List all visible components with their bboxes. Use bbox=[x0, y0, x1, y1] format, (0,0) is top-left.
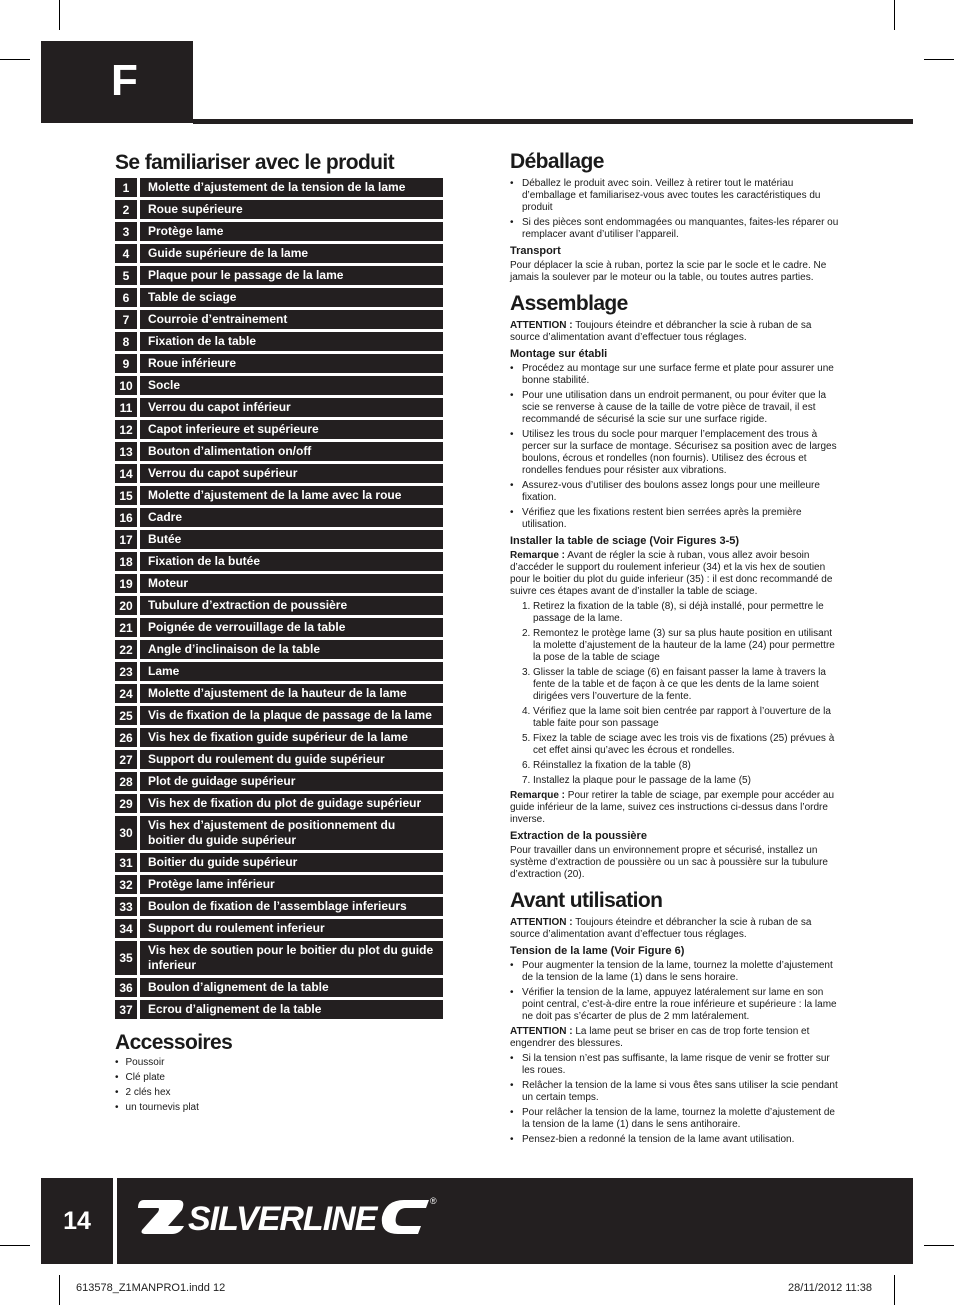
transport-text: Pour déplacer la scie à ruban, portez la scie par le socle et le cadre. Ne jamais la soulever par le moteur ou la table, ou toutes autres parties. bbox=[510, 260, 827, 283]
part-number: 28 bbox=[115, 772, 137, 791]
install-step: 5. Fixez la table de sciage avec les trois vis de fixations (25) prévues à cet effet ainsi qu’avec les écrous et rondelles. bbox=[510, 733, 840, 757]
install-step: 6. Réinstallez la fixation de la table (8) bbox=[510, 760, 840, 772]
etabli-item: • Utilisez les trous du socle pour marquer l’emplacement des trous à percer sur la surface de montage. Sécurisez sa position avec de larges boulons, écrous et rondelles (non fournis). Utilisez des écrous et rondelles fendues pour résister aux vibrations. bbox=[510, 429, 840, 477]
part-label: Cadre bbox=[140, 508, 443, 527]
part-row bbox=[115, 332, 443, 351]
part-row bbox=[115, 919, 443, 938]
crop-mark bbox=[894, 0, 895, 30]
accessory-item: • Clé plate bbox=[115, 1070, 199, 1085]
assemblage-title: Assemblage bbox=[510, 292, 628, 315]
part-label: Lame bbox=[140, 662, 443, 681]
part-number: 13 bbox=[115, 442, 137, 461]
accessory-item: • Poussoir bbox=[115, 1055, 199, 1070]
part-label: Courroie d’entrainement bbox=[140, 310, 443, 329]
tension-title: Tension de la lame (Voir Figure 6) bbox=[510, 945, 685, 957]
part-number: 35 bbox=[115, 941, 137, 975]
header-rule bbox=[193, 119, 913, 124]
language-letter: F bbox=[111, 56, 138, 105]
install-step: 7. Installez la plaque pour le passage de la lame (5) bbox=[510, 775, 840, 787]
crop-mark bbox=[59, 0, 60, 30]
part-label: Butée bbox=[140, 530, 443, 549]
attention-note-3: ATTENTION : La lame peut se briser en cas de trop forte tension et engendrer des blessures. bbox=[510, 1026, 810, 1049]
tension-list bbox=[510, 960, 840, 1023]
crop-mark bbox=[924, 1245, 954, 1246]
part-number: 19 bbox=[115, 574, 137, 593]
part-label: Socle bbox=[140, 376, 443, 395]
etabli-title: Montage sur établi bbox=[510, 348, 608, 360]
etabli-item: • Vérifiez que les fixations restent bien serrées après la première utilisation. bbox=[510, 507, 840, 531]
crop-mark bbox=[0, 59, 30, 60]
part-row bbox=[115, 853, 443, 872]
part-label: Boitier du guide supérieur bbox=[140, 853, 443, 872]
tension-item: • Pour augmenter la tension de la lame, tournez la molette d’ajustement de la tension de la lame (1) dans le sens horaire. bbox=[510, 960, 840, 984]
part-number: 32 bbox=[115, 875, 137, 894]
deballage-item: • Déballez le produit avec soin. Veillez à retirer tout le matériau d’emballage et familiarisez-vous avec toutes les caractéristiques du produit bbox=[510, 178, 840, 214]
part-number: 36 bbox=[115, 978, 137, 997]
deballage-item: • Si des pièces sont endommagées ou manquantes, faites-les réparer ou remplacer avant d’utiliser l’appareil. bbox=[510, 217, 840, 241]
deballage-list bbox=[510, 178, 840, 241]
remarque-note-2: Remarque : Pour retirer la table de sciage, par exemple pour accéder au guide inférieur de la lame, suivez ces instructions ci-dessus dans l’ordre inverse. bbox=[510, 790, 835, 825]
part-row bbox=[115, 398, 443, 417]
tension-list-2 bbox=[510, 1053, 840, 1146]
part-label: Support du roulement du guide supérieur bbox=[140, 750, 443, 769]
print-date: 28/11/2012 11:38 bbox=[788, 1282, 873, 1294]
part-label: Plot de guidage supérieur bbox=[140, 772, 443, 791]
part-row bbox=[115, 222, 443, 241]
part-row bbox=[115, 794, 443, 813]
part-row bbox=[115, 178, 443, 197]
part-row bbox=[115, 354, 443, 373]
part-row bbox=[115, 750, 443, 769]
part-row bbox=[115, 552, 443, 571]
svg-text:SILVERLINE: SILVERLINE bbox=[188, 1200, 377, 1238]
part-number: 26 bbox=[115, 728, 137, 747]
footer-divider bbox=[113, 1178, 117, 1264]
part-label: Moteur bbox=[140, 574, 443, 593]
part-row bbox=[115, 978, 443, 997]
crop-mark bbox=[924, 59, 954, 60]
install-step: 4. Vérifiez que la lame soit bien centrée par rapport à l’ouverture de la table faite pour son passage bbox=[510, 706, 840, 730]
deballage-title: Déballage bbox=[510, 150, 604, 173]
part-label: Verrou du capot supérieur bbox=[140, 464, 443, 483]
etabli-item: • Procédez au montage sur une surface ferme et plate pour assurer une bonne stabilité. bbox=[510, 363, 840, 387]
parts-title: Se familiariser avec le produit bbox=[115, 151, 395, 174]
part-label: Roue inférieure bbox=[140, 354, 443, 373]
part-label: Protège lame inférieur bbox=[140, 875, 443, 894]
part-number: 24 bbox=[115, 684, 137, 703]
part-row bbox=[115, 442, 443, 461]
extraction-text: Pour travailler dans un environnement propre et sécurisé, installez un système d’extraction de poussière ou un sac à poussière sur la tubulure d’extraction (20). bbox=[510, 845, 828, 880]
part-label: Molette d’ajustement de la hauteur de la lame bbox=[140, 684, 443, 703]
part-number: 15 bbox=[115, 486, 137, 505]
part-label: Boulon de fixation de l’assemblage inferieurs bbox=[140, 897, 443, 916]
part-number: 17 bbox=[115, 530, 137, 549]
part-number: 18 bbox=[115, 552, 137, 571]
part-row bbox=[115, 941, 443, 975]
install-step: 2. Remontez le protège lame (3) sur sa plus haute position en utilisant la molette d’ajustement de la hauteur de la lame (24) pour permettre la pose de la table de sciage bbox=[510, 628, 840, 664]
part-label: Molette d’ajustement de la tension de la lame bbox=[140, 178, 443, 197]
part-number: 9 bbox=[115, 354, 137, 373]
accessories-list bbox=[115, 1055, 199, 1115]
part-row bbox=[115, 596, 443, 615]
part-row bbox=[115, 244, 443, 263]
part-label: Vis hex de soutien pour le boitier du plot du guide inferieur bbox=[140, 941, 443, 975]
part-label: Fixation de la table bbox=[140, 332, 443, 351]
transport-title: Transport bbox=[510, 245, 561, 257]
part-label: Support du roulement inferieur bbox=[140, 919, 443, 938]
attention-note: ATTENTION : Toujours éteindre et débrancher la scie à ruban de sa source d’alimentation avant d’effectuer tous réglages. bbox=[510, 320, 812, 343]
part-row bbox=[115, 816, 443, 850]
svg-text:®: ® bbox=[430, 1196, 437, 1206]
part-label: Angle d’inclinaison de la table bbox=[140, 640, 443, 659]
part-row bbox=[115, 875, 443, 894]
part-label: Bouton d’alimentation on/off bbox=[140, 442, 443, 461]
part-number: 22 bbox=[115, 640, 137, 659]
part-number: 3 bbox=[115, 222, 137, 241]
parts-list bbox=[115, 178, 443, 1022]
table-install-title: Installer la table de sciage (Voir Figures 3-5) bbox=[510, 535, 740, 547]
part-row bbox=[115, 728, 443, 747]
tension-item: • Pour relâcher la tension de la lame, tournez la molette d’ajustement de la tension de la lame (1) dans le sens antihoraire. bbox=[510, 1107, 840, 1131]
part-label: Fixation de la butée bbox=[140, 552, 443, 571]
part-row bbox=[115, 310, 443, 329]
part-label: Verrou du capot inférieur bbox=[140, 398, 443, 417]
part-label: Plaque pour le passage de la lame bbox=[140, 266, 443, 285]
remarque-note: Remarque : Avant de régler la scie à ruban, vous allez avoir besoin d’accéder le support du roulement inferieur (34) et la vis hex de soutien pour le boitier du plot du guide inferieur (35) : il est donc recommandé de suivre ces étapes avant de d’installer la table de sciage. bbox=[510, 550, 833, 597]
part-number: 16 bbox=[115, 508, 137, 527]
part-label: Vis hex d’ajustement de positionnement du boitier du guide supérieur bbox=[140, 816, 443, 850]
page-number: 14 bbox=[63, 1206, 91, 1235]
part-row bbox=[115, 618, 443, 637]
part-row bbox=[115, 376, 443, 395]
part-number: 5 bbox=[115, 266, 137, 285]
part-number: 8 bbox=[115, 332, 137, 351]
part-label: Table de sciage bbox=[140, 288, 443, 307]
part-row bbox=[115, 684, 443, 703]
language-tab bbox=[41, 41, 193, 123]
etabli-list bbox=[510, 363, 840, 531]
part-number: 21 bbox=[115, 618, 137, 637]
part-row bbox=[115, 662, 443, 681]
part-row bbox=[115, 897, 443, 916]
part-row bbox=[115, 772, 443, 791]
part-label: Protège lame bbox=[140, 222, 443, 241]
part-label: Molette d’ajustement de la lame avec la roue bbox=[140, 486, 443, 505]
part-number: 29 bbox=[115, 794, 137, 813]
silverline-logo bbox=[136, 1188, 476, 1244]
part-label: Vis hex de fixation du plot de guidage supérieur bbox=[140, 794, 443, 813]
extraction-title: Extraction de la poussière bbox=[510, 830, 647, 842]
part-number: 20 bbox=[115, 596, 137, 615]
part-row bbox=[115, 574, 443, 593]
part-row bbox=[115, 464, 443, 483]
crop-mark bbox=[894, 1275, 895, 1305]
part-row bbox=[115, 420, 443, 439]
part-number: 27 bbox=[115, 750, 137, 769]
part-row bbox=[115, 1000, 443, 1019]
part-number: 30 bbox=[115, 816, 137, 850]
right-column bbox=[510, 150, 840, 1149]
part-number: 37 bbox=[115, 1000, 137, 1019]
part-number: 34 bbox=[115, 919, 137, 938]
part-number: 6 bbox=[115, 288, 137, 307]
part-row bbox=[115, 640, 443, 659]
part-row bbox=[115, 530, 443, 549]
part-number: 33 bbox=[115, 897, 137, 916]
part-label: Capot inferieure et supérieure bbox=[140, 420, 443, 439]
tension-item: • Si la tension n’est pas suffisante, la lame risque de venir se frotter sur les roues. bbox=[510, 1053, 840, 1077]
part-row bbox=[115, 508, 443, 527]
part-label: Boulon d’alignement de la table bbox=[140, 978, 443, 997]
part-number: 7 bbox=[115, 310, 137, 329]
part-number: 12 bbox=[115, 420, 137, 439]
part-row bbox=[115, 486, 443, 505]
part-number: 4 bbox=[115, 244, 137, 263]
part-label: Roue supérieure bbox=[140, 200, 443, 219]
part-number: 14 bbox=[115, 464, 137, 483]
footer-bar bbox=[41, 1178, 913, 1264]
part-number: 10 bbox=[115, 376, 137, 395]
part-row bbox=[115, 200, 443, 219]
part-number: 11 bbox=[115, 398, 137, 417]
part-row bbox=[115, 288, 443, 307]
part-label: Ecrou d’alignement de la table bbox=[140, 1000, 443, 1019]
install-steps bbox=[510, 601, 840, 787]
part-label: Vis hex de fixation guide supérieur de la lame bbox=[140, 728, 443, 747]
crop-mark bbox=[0, 1245, 30, 1246]
accessory-item: • un tournevis plat bbox=[115, 1100, 199, 1115]
part-label: Poignée de verrouillage de la table bbox=[140, 618, 443, 637]
part-number: 31 bbox=[115, 853, 137, 872]
part-row bbox=[115, 706, 443, 725]
tension-item: • Vérifier la tension de la lame, appuyez latéralement sur lame en son point central, c’est-à-dire entre la roue inférieure et supérieure : la lame ne doit pas s’écarter de plus de 2 mm latéralement. bbox=[510, 987, 840, 1023]
etabli-item: • Assurez-vous d’utiliser des boulons assez longs pour une meilleure fixation. bbox=[510, 480, 840, 504]
install-step: 3. Glisser la table de sciage (6) en faisant passer la lame à travers la fente de la table et de façon à ce que les dents de la lame soient dirigées vers l’ouverture de la fente. bbox=[510, 667, 840, 703]
file-info: 613578_Z1MANPRO1.indd 12 bbox=[76, 1282, 226, 1294]
part-label: Tubulure d’extraction de poussière bbox=[140, 596, 443, 615]
accessories-title: Accessoires bbox=[115, 1031, 233, 1054]
part-label: Guide supérieure de la lame bbox=[140, 244, 443, 263]
tension-item: • Relâcher la tension de la lame si vous êtes sans utiliser la scie pendant un certain temps. bbox=[510, 1080, 840, 1104]
tension-item: • Pensez-bien a redonné la tension de la lame avant utilisation. bbox=[510, 1134, 840, 1146]
part-number: 1 bbox=[115, 178, 137, 197]
part-label: Vis de fixation de la plaque de passage de la lame bbox=[140, 706, 443, 725]
attention-note-2: ATTENTION : Toujours éteindre et débrancher la scie à ruban de sa source d’alimentation avant d’effectuer tous réglages. bbox=[510, 917, 812, 940]
part-number: 25 bbox=[115, 706, 137, 725]
etabli-item: • Pour une utilisation dans un endroit permanent, ou pour éviter que la scie se renverse à cause de la taille de votre pièce de travail, il est recommandé de sécurisé la scie sur une surface rigide. bbox=[510, 390, 840, 426]
part-row bbox=[115, 266, 443, 285]
install-step: 1. Retirez la fixation de la table (8), si déjà installé, pour permettre le passage de la lame. bbox=[510, 601, 840, 625]
part-number: 2 bbox=[115, 200, 137, 219]
part-number: 23 bbox=[115, 662, 137, 681]
avant-title: Avant utilisation bbox=[510, 889, 663, 912]
accessory-item: • 2 clés hex bbox=[115, 1085, 199, 1100]
crop-mark bbox=[59, 1275, 60, 1305]
